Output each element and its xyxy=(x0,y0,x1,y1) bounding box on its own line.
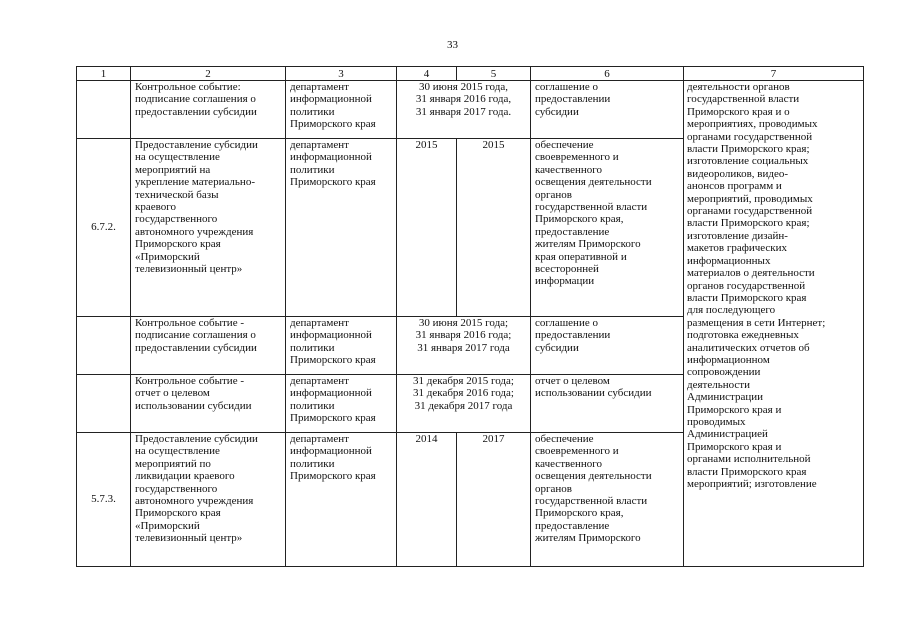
executor-cell: департамент информационной политики Приморского края xyxy=(286,375,397,433)
dates-cell: 30 июня 2015 года; 31 января 2016 года; 31 января 2017 года xyxy=(397,317,531,375)
header-cell: 1 xyxy=(77,67,131,81)
dates-cell: 30 июня 2015 года, 31 января 2016 года, 31 января 2017 года. xyxy=(397,81,531,139)
row-number xyxy=(77,317,131,375)
dates-cell: 31 декабря 2015 года; 31 декабря 2016 года; 31 декабря 2017 года xyxy=(397,375,531,433)
executor-cell: департамент информационной политики Приморского края xyxy=(286,81,397,139)
row-number: 6.7.2. xyxy=(77,139,131,317)
description-cell: деятельности органов государственной власти Приморского края и о мероприятиях, проводимых органами государственной власти Приморского края; изготовление социальных видеороликов, видео- анонсов программ и мероприятий, проводимых органами государственной власти Приморского края; изготовление дизайн- макетов графических информационных материалов о деятельности органов государственной власти Приморского края для последующего размещения в сети Интернет; подготовка ежедневных аналитических отчетов об информационном сопровождении деятельности Администрации Приморского края и проводимых Администрацией Приморского края и органами исполнительной власти Приморского края мероприятий; изготовление xyxy=(684,81,864,567)
result-cell: обеспечение своевременного и качественного освещения деятельности органов государственной власти Приморского края, предоставление жителям Приморского края оперативной и всесторонней информации xyxy=(531,139,684,317)
header-cell: 2 xyxy=(131,67,286,81)
result-cell: обеспечение своевременного и качественного освещения деятельности органов государственной власти Приморского края, предоставление жителям Приморского xyxy=(531,433,684,567)
header-cell: 4 xyxy=(397,67,457,81)
result-cell: соглашение о предоставлении субсидии xyxy=(531,317,684,375)
result-cell: соглашение о предоставлении субсидии xyxy=(531,81,684,139)
row-number xyxy=(77,375,131,433)
event-cell: Контрольное событие: подписание соглашения о предоставлении субсидии xyxy=(131,81,286,139)
plan-table xyxy=(76,66,864,567)
header-cell: 6 xyxy=(531,67,684,81)
header-cell: 5 xyxy=(457,67,531,81)
table-row xyxy=(77,81,864,139)
result-cell: отчет о целевом использовании субсидии xyxy=(531,375,684,433)
row-number: 5.7.3. xyxy=(77,433,131,567)
executor-cell: департамент информационной политики Приморского края xyxy=(286,433,397,567)
event-cell: Предоставление субсидии на осуществление мероприятий на укрепление материально- технической базы краевого государственного автономного учреждения Приморского края «Приморский телевизионный центр» xyxy=(131,139,286,317)
row-number xyxy=(77,81,131,139)
end-year-cell: 2015 xyxy=(457,139,531,317)
start-year-cell: 2015 xyxy=(397,139,457,317)
executor-cell: департамент информационной политики Приморского края xyxy=(286,139,397,317)
end-year-cell: 2017 xyxy=(457,433,531,567)
start-year-cell: 2014 xyxy=(397,433,457,567)
event-cell: Контрольное событие - подписание соглашения о предоставлении субсидии xyxy=(131,317,286,375)
page-number: 33 xyxy=(447,39,458,51)
header-cell: 3 xyxy=(286,67,397,81)
event-cell: Предоставление субсидии на осуществление мероприятий по ликвидации краевого государственного автономного учреждения Приморского края «Приморский телевизионный центр» xyxy=(131,433,286,567)
header-cell: 7 xyxy=(684,67,864,81)
event-cell: Контрольное событие - отчет о целевом использовании субсидии xyxy=(131,375,286,433)
executor-cell: департамент информационной политики Приморского края xyxy=(286,317,397,375)
header-row xyxy=(77,67,864,81)
